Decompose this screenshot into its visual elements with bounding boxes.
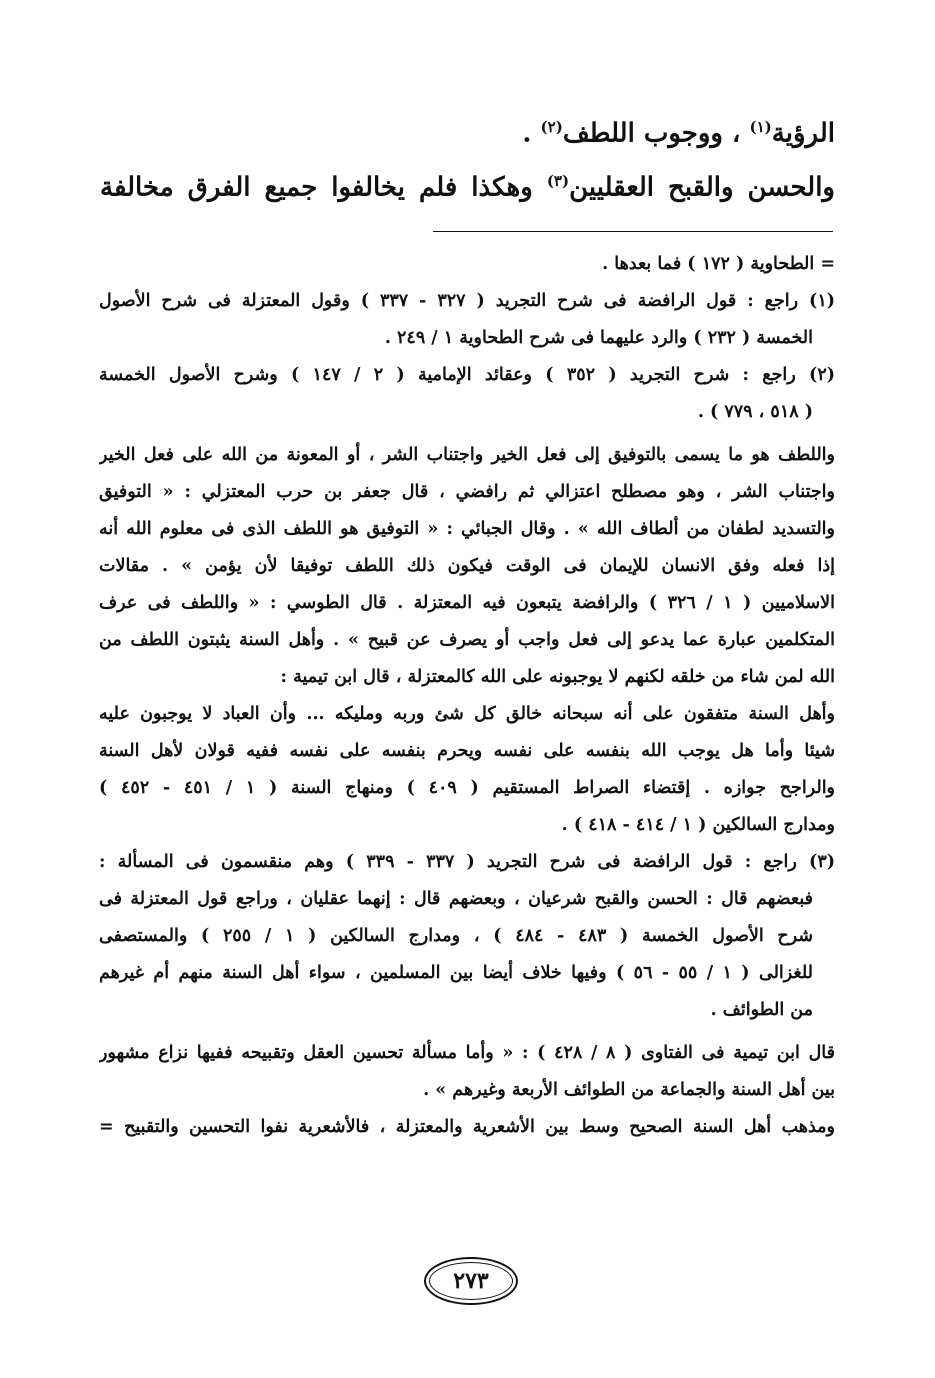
footnote-1: (١) راجع : قول الرافضة فى شرح التجريد ( ٣٢٧ - ٣٣٧ ) وقول المعتزلة فى شرح الأصول <box>99 291 835 311</box>
footnote-3-line: للغزالى ( ١ / ٥٥ - ٥٦ ) وفيها خلاف أيضا بين المسلمين ، سواء أهل السنة منهم أم غيرهم <box>99 963 813 983</box>
footnote-ref-3[interactable]: (٣) <box>546 172 570 190</box>
footnote-line: واللطف هو ما يسمى بالتوفيق إلى فعل الخير واجتناب الشر ، أو المعونة من الله على فعل الخير <box>99 445 835 465</box>
footnote-line: وأهل السنة متفقون على أنه سبحانه خالق كل شئ وربه ومليكه ... وأن العباد لا يوجبون عليه <box>99 704 835 724</box>
footnote-line: والتسديد لطفان من ألطاف الله » . وقال الجبائي : « التوفيق هو اللطف الذى فى معلوم الله أنه <box>99 519 835 539</box>
footnote-3: (٣) راجع : قول الرافضة فى شرح التجريد ( ٣٣٧ - ٣٣٩ ) وهم منقسمون فى المسألة : <box>99 852 835 872</box>
footnote-2: (٢) راجع : شرح التجريد ( ٣٥٢ ) وعقائد الإمامية ( ٢ / ١٤٧ ) وشرح الأصول الخمسة <box>99 365 835 385</box>
footnote-3-line: شرح الأصول الخمسة ( ٤٨٣ - ٤٨٤ ) ، ومدارج السالكين ( ١ / ٢٥٥ ) والمستصفى <box>99 926 814 946</box>
footnote-line: الله لمن شاء من خلقه لكنهم لا يوجبونه على الله كالمعتزلة ، قال ابن تيمية : <box>280 667 835 687</box>
footnote-3-line: من الطوائف . <box>710 1000 813 1020</box>
lutf-paragraph <box>99 437 835 844</box>
footnote-line: إذا فعله وفق الانسان للإيمان فى الوقت فيكون ذلك اللطف توفيقا لأن يؤمن » . مقالات <box>99 556 835 576</box>
footnote-separator <box>433 231 833 232</box>
footnote-line: المتكلمين عبارة عما يدعو إلى فعل واجب أو يصرف عن قبيح » . وأهل السنة يثبتون اللطف من <box>99 630 835 650</box>
footnote-ref-1[interactable]: (١) <box>749 118 772 136</box>
main-text: والحسن والقبح العقليين <box>569 172 835 203</box>
footnote-ref-2[interactable]: (٢) <box>540 118 563 136</box>
main-text: وهكذا فلم يخالفوا جميع الفرق مخالفة <box>100 172 533 203</box>
ibn-taymiyya-quote <box>99 1035 835 1109</box>
main-text: . <box>522 118 532 149</box>
footnote-2-line: ( ٥١٨ ، ٧٧٩ ) . <box>697 402 813 422</box>
footnote-line: شيئا وأما هل يوجب الله بنفسه على نفسه ويحرم بنفسه على نفسه ففيه قولان لأهل السنة <box>99 741 835 761</box>
main-text-line-1 <box>100 118 835 149</box>
page-number: ٢٧٣ <box>424 1257 518 1305</box>
footnotes <box>99 246 835 1146</box>
footnote-line: واجتناب الشر ، وهو مصطلح اعتزالي ثم رافضي ، قال جعفر بن حرب المعتزلي : « التوفيق <box>99 482 835 502</box>
footnote-line: والراجح جوازه . إقتضاء الصراط المستقيم ( ٤٠٩ ) ومنهاج السنة ( ١ / ٤٥١ - ٤٥٢ ) <box>99 778 835 798</box>
footnote-line: ومدارج السالكين ( ١ / ٤١٤ - ٤١٨ ) . <box>561 815 835 835</box>
main-text: ، ووجوب اللطف <box>562 118 741 149</box>
footnote-line: الاسلاميين ( ١ / ٣٢٦ ) والرافضة يتبعون فيه المعتزلة . قال الطوسي : « واللطف فى عرف <box>99 593 835 613</box>
main-text-line-2 <box>100 172 835 203</box>
footnote-3-line: فبعضهم قال : الحسن والقبح شرعيان ، وبعضهم قال : إنهما عقليان ، وراجع قول المعتزلة فى <box>99 889 813 909</box>
footnote-line: بين أهل السنة والجماعة من الطوائف الأربعة وغيرهم » . <box>423 1080 835 1100</box>
main-text: الرؤية <box>771 118 835 149</box>
footnote-line: قال ابن تيمية فى الفتاوى ( ٨ / ٤٢٨ ) : « وأما مسألة تحسين العقل وتقبيحه ففيها نزاع مشهور <box>99 1043 835 1063</box>
footnote-1-line: الخمسة ( ٢٣٢ ) والرد عليهما فى شرح الطحاوية ١ / ٢٤٩ . <box>384 328 813 348</box>
footnote-continuation: = الطحاوية ( ١٧٢ ) فما بعدها . <box>602 254 835 274</box>
footnote-line: ومذهب أهل السنة الصحيح وسط بين الأشعرية والمعتزلة ، فالأشعرية نفوا التحسين والتقبيح = <box>99 1117 835 1137</box>
